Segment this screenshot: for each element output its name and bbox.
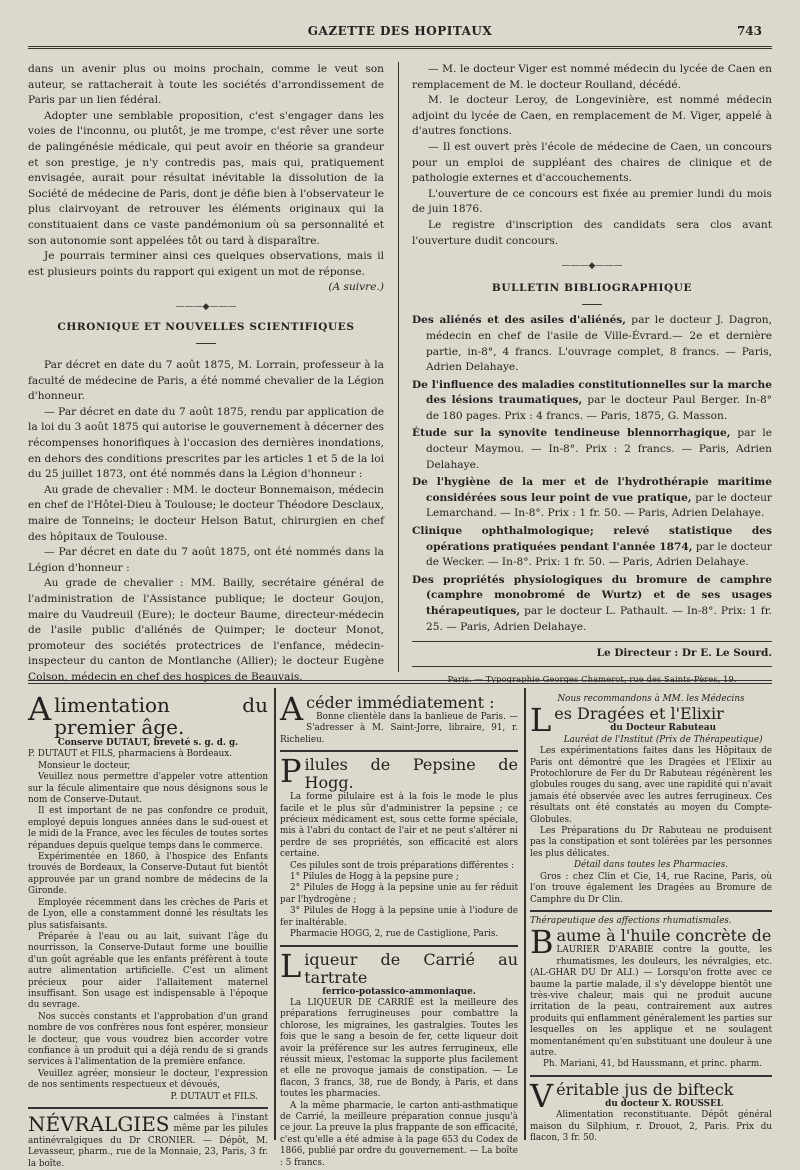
article-paragraph: L'ouverture de ce concours est fixée au premier lundi du mois de juin 1876. — [412, 187, 772, 216]
advertisements — [28, 688, 772, 1169]
ad-column-2 — [280, 690, 518, 1168]
ad-text: 2° Pilules de Hogg à la pepsine unie au fer réduit par l'hydrogène ; — [280, 883, 518, 905]
article-paragraph: Je pourrais terminer ainsi ces quelques observations, mais il est plusieurs points du rapport qui exigent un mot de réponse. — [28, 250, 384, 278]
ad-subhead: du docteur X. ROUSSEL — [605, 1098, 723, 1109]
article-paragraph: Le registre d'inscription des candidats sera clos avant l'ouverture dudit concours. — [412, 218, 772, 247]
ad-subhead: du Docteur Rabuteau — [610, 723, 716, 734]
ad-text: Alimentation reconstituante. Dépôt général maison du Silphium, r. Drouot, 2, Paris. Prix du flacon, 3 fr. 50. — [530, 1110, 772, 1143]
ad-liqueur-carrie — [280, 946, 518, 1170]
left-column — [28, 62, 384, 683]
ads-top-rule — [28, 680, 772, 684]
printer-line: Paris. — Typographie Georges Chamerot, rue des Saints-Pères, 19. — [447, 674, 737, 685]
ornament-divider: ———◆——— — [175, 301, 237, 312]
bib-entry: Clinique ophthalmologique; relevé statistique des opérations pratiquées pendant l'année 1874, par le docteur de Wecker. — In-8°. Prix: 1 fr. 50. — Paris, Adrien Delahaye. — [412, 525, 772, 569]
ad-column-separator — [524, 688, 526, 1140]
ad-subhead: Conserve DUTAUT, breveté s. g. d. g. — [57, 738, 239, 748]
ad-headline: céder immédiatement : — [306, 693, 495, 712]
ad-text: Veuillez nous permettre d'appeler votre attention sur la fécule alimentaire que nous désignons sous le nom de Conserve-Dutaut. — [28, 772, 268, 806]
bib-entry: Des propriétés physiologiques du bromure de camphre (camphre monobromé de Wurtz) et de ses usages thérapeutiques, par le docteur L. Pathault. — In-8°. Prix: 1 fr. 25. — Paris, Adrien Delahaye. — [412, 573, 772, 633]
ad-text: Détail dans toutes les Pharmacies. — [573, 860, 729, 871]
ad-divider — [280, 945, 518, 947]
drop-cap: A — [280, 690, 304, 728]
ad-text: La forme pilulaire est à la fois le mode le plus facile et le plus sûr d'administrer la pepsine ; ce précieux médicament est, sous cette forme spéciale, mis à l'abri du contact de l'air et ne peut s'altérer ni perdre de ses propriétés, son efficacité est alors certaine. — [280, 792, 518, 860]
ad-text: LAURIER D'ARABIE contre la goutte, les rhumatismes, les douleurs, les névralgies, etc. (AL-GHAR DU Dr ALI.) — Lorsqu'on frotte avec ce baume la partie malade, il s'y développe bientôt une très-vive chaleur, mais qui ne produit aucune irritation de la peau, contrairement aux autres produits qui enflamment généralement les parties sur lesquelles on les applique et ne soulagent momentanément qu'en substituant une douleur à une autre. — [530, 945, 772, 1058]
ad-text: Ces pilules sont de trois préparations différentes : — [290, 860, 515, 871]
page-header — [28, 18, 772, 42]
bib-entry: Des aliénés et des asiles d'aliénés, par le docteur J. Dagron, médecin en chef de l'asile de Ville-Évrard.— 2e et dernière partie, in-8°, 4 francs. L'ouvrage complet, 8 francs. — Paris, Adrien Delahaye. — [412, 314, 772, 374]
news-paragraph: Au grade de chevalier : MM. Bailly, secrétaire général de l'administration de l'Assistance publique; le docteur Goujon, maire du Vaudreuil (Eure); le docteur Baume, directeur-médecin de l'asile public d'aliénés de Quimper; le docteur Monot, promoteur des sociétés protectrices de l'enfance, médecin-inspecteur du canton de Montlanche (Allier); le docteur Eugène Colson, médecin en chef des hospices de Beauvais. — [28, 577, 384, 683]
drop-cap: L — [280, 946, 302, 985]
ad-intro: Nous recommandons à MM. les Médecins — [557, 694, 745, 704]
ad-headline: NÉVRALGIES — [28, 1112, 170, 1136]
ad-intro: Thérapeutique des affections rhumatismales. — [530, 915, 732, 926]
ad-headline: iqueur de Carrié au tartrate — [304, 949, 518, 987]
director-signature: Le Directeur : Dr E. Le Sourd. — [596, 647, 772, 660]
bib-entry: Étude sur la synovite tendineuse blennorrhagique, par le docteur Maymou. — In-8°. Prix : 2 francs. — Paris, Adrien Delahaye. — [412, 427, 772, 471]
drop-cap: L — [530, 701, 552, 740]
ad-text: 3° Pilules de Hogg à la pepsine unie à l'iodure de fer inaltérable. — [280, 906, 518, 928]
right-column — [412, 62, 772, 685]
news-paragraph: — Par décret en date du 7 août 1875, ont été nommés dans la Légion d'honneur : — [28, 546, 384, 574]
ad-text: Veuillez agréer, monsieur le docteur, l'expression de nos sentiments respectueux et dévoués, — [28, 1068, 268, 1091]
ad-nevralgies — [28, 1113, 268, 1170]
ad-ceder — [280, 690, 518, 746]
ad-dragees-rabuteau — [530, 694, 772, 906]
ad-alimentation — [28, 690, 268, 1103]
article-paragraph: dans un avenir plus ou moins prochain, comme le veut son auteur, se rattacherait à toute les sociétés d'arrondissement de Paris par un lien fédéral. — [28, 63, 384, 107]
ad-text: A la même pharmacie, le carton anti-asthmatique de Carrié, la meilleure préparation connue jusqu'à ce jour. La preuve la plus frappante de son efficacité, c'est qu'elle a été admise à la page 653 du Codex de 1866, publié par ordre du gouvernement. — La boîte : 5 francs. — [280, 1100, 518, 1168]
drop-cap: B — [530, 923, 554, 962]
ad-text: La LIQUEUR DE CARRIÉ est la meilleure des préparations ferrugineuses pour combattre la chlorose, les migraines, les gastralgies. Toutes les fois que le sang a besoin de fer, cette liqueur doit avoir la préférence sur les autres ferrugineux, elle réussit mieux, l'estomac la supporte plus facilement et elle ne provoque jamais de constipation. — Le flacon, 3 francs, 38, rue de Bondy, à Paris, et dans toutes les pharmacies. — [280, 997, 518, 1100]
ad-baume-laurier — [530, 916, 772, 1071]
drop-cap: A — [28, 690, 52, 728]
printer-rule — [412, 666, 772, 667]
ad-text: Il est important de ne pas confondre ce produit, employé depuis longues années dans le sud-ouest et le midi de la France, avec les fécules de toutes sortes répandues depuis quelque temps dans le commerce. — [28, 806, 268, 851]
ad-text: Employée récemment dans les crèches de Paris et de Lyon, elle a constamment donné les résultats les plus satisfaisants. — [28, 897, 268, 931]
ad-text: 1° Pilules de Hogg à la pepsine pure ; — [290, 872, 459, 883]
ad-text: P. DUTAUT et FILS, pharmaciens à Bordeaux. — [28, 749, 233, 760]
ad-text: Les expérimentations faites dans les Hôpitaux de Paris ont démontré que les Dragées et l'Elixir au Protochlorure de Fer du Dr Rabuteau régénèrent les globules rouges du sang, avec une rapidité qui n'avait jamais été observée avec les autres ferrugineux. Ces résultats ont été constatés au moyen du Compte-Globules. — [530, 746, 772, 825]
article-paragraph: M. le docteur Leroy, de Longevinière, est nommé médecin adjoint du lycée de Caen, en remplacement de M. Viger, appelé à d'autres fonctions. — [412, 94, 772, 138]
ad-headline: limentation du premier âge. — [54, 693, 268, 739]
column-separator — [398, 62, 399, 672]
section-title-bulletin: BULLETIN BIBLIOGRAPHIQUE — [491, 281, 693, 294]
director-rule — [412, 641, 772, 642]
ad-subhead: ferrico-potassico-ammoniaque. — [322, 986, 476, 997]
ad-text: Lauréat de l'Institut (Prix de Thérapeutique) — [563, 734, 763, 745]
bib-entry: De l'influence des maladies constitutionnelles sur la marche des lésions traumatiques, par le docteur Paul Berger. In-8° de 180 pages. Prix : 4 francs. — Paris, 1875, G. Masson. — [412, 378, 772, 422]
ad-headline: aume à l'huile concrète de — [556, 926, 772, 946]
ad-text: Nos succès constants et l'approbation d'un grand nombre de vos confrères nous font espérer, monsieur le docteur, que vous voudrez bien accorder votre confiance à un produit qui a déjà rendu de si grands services à l'alimentation de la première enfance. — [28, 1011, 268, 1068]
article-paragraph: — Il est ouvert près l'école de médecine de Caen, un concours pour un emploi de suppléant des chaires de clinique et de pathologie externes et d'accouchements. — [412, 140, 772, 185]
ad-column-3 — [530, 694, 772, 1143]
short-rule — [582, 304, 602, 305]
ad-column-separator — [274, 688, 276, 1140]
page-title: GAZETTE DES HOPITAUX — [307, 24, 493, 38]
ad-text: calmées à l'instant même par les pilules antinévralgiques du Dr CRONIER. — Dépôt, M. Levasseur, pharm., rue de la Monnaie, 23, Paris, 3 fr. la boîte. — [28, 1113, 268, 1169]
ad-text: Pharmacie HOGG, 2, rue de Castiglione, Paris. — [290, 929, 499, 940]
ad-column-1 — [28, 690, 268, 1169]
ad-text: Gros : chez Clin et Cie, 14, rue Racine, Paris, où l'on trouve également les Dragées au Bromure de Camphre du Dr Clin. — [530, 871, 772, 905]
header-rule — [28, 46, 772, 49]
ad-headline: es Dragées et l'Elixir — [554, 704, 724, 724]
ad-pepsine-hogg — [280, 752, 518, 940]
ad-text: Les Préparations du Dr Rabuteau ne produisent pas la constipation et sont tolérées par les personnes les plus délicates. — [530, 826, 772, 859]
ad-text: Ph. Mariani, 41, bd Haussmann, et princ. pharm. — [543, 1059, 762, 1070]
ornament-divider: ———◆——— — [561, 261, 623, 272]
ad-divider — [530, 1075, 772, 1077]
ad-signature: P. DUTAUT et FILS. — [170, 1091, 258, 1102]
page-number: 743 — [736, 24, 762, 38]
ad-jus-bifteck — [530, 1076, 772, 1145]
news-paragraph: Par décret en date du 7 août 1875, M. Lorrain, professeur à la faculté de médecine de Paris, a été nommé chevalier de la Légion d'honneur. — [28, 359, 384, 403]
ad-text: Bonne clientèle dans la banlieue de Paris. — S'adresser à M. Saint-Jorre, libraire, 91, r. Richelieu. — [280, 712, 518, 745]
ad-divider — [280, 750, 518, 752]
to-be-continued: (A suivre.) — [328, 281, 384, 294]
article-paragraph: — M. le docteur Viger est nommé médecin du lycée de Caen en remplacement de M. le docteur Roulland, décédé. — [412, 63, 772, 91]
ad-divider — [28, 1107, 268, 1109]
ad-text: Monsieur le docteur, — [38, 760, 131, 771]
short-rule — [196, 343, 216, 344]
drop-cap: P — [280, 752, 302, 791]
news-paragraph: — Par décret en date du 7 août 1875, rendu par application de la loi du 3 août 1875 qui autorise le gouvernement à décerner des récompenses honorifiques à l'occasion des dernières inondations, en dehors des conditions prescrites par les articles 1 et 5 de la loi du 25 juillet 1873, ont été nommés dans la Légion d'honneur : — [28, 405, 384, 481]
ad-headline: ilules de Pepsine de Hogg. — [304, 755, 518, 793]
ad-headline: éritable jus de bifteck — [556, 1079, 734, 1099]
drop-cap: V — [530, 1076, 554, 1115]
bib-entry: De l'hygiène de la mer et de l'hydrothérapie maritime considérées sous leur point de vue pratique, par le docteur Lemarchand. — In-8°. Prix : 1 fr. 50. — Paris, Adrien Delahaye. — [412, 476, 772, 520]
ad-text: Préparée à l'eau ou au lait, suivant l'âge du nourrisson, la Conserve-Dutaut forme une bouillie d'un goût agréable que les enfants préfèrent à toute autre alimentation artificielle. C'est un aliment précieux pour aider l'allaitement maternel insuffisant. Son usage est indispensable à l'époque du sevrage. — [28, 931, 268, 1011]
ad-text: Expérimentée en 1860, à l'hospice des Enfants trouvés de Bordeaux, la Conserve-Dutaut fut bientôt approuvée par un grand nombre de médecins de la Gironde. — [28, 852, 268, 897]
article-paragraph: Adopter une semblable proposition, c'est s'engager dans les voies de l'inconnu, ou plutôt, je me trompe, c'est rêver une sorte de palingénésie médicale, qui peut avoir en théorie sa grandeur et son prestige, je n'y contredis pas, mais qui, pratiquement envisagée, aurait pour résultat inévitable la dissolution de la Société de médecine de Paris, dont je défie bien à l'observateur le plus clairvoyant de retrouver les éléments originaux qui la constituaient dans ce vaste pandémonium où sa personnalité et son autonomie sont appelées tôt ou tard à disparaître. — [28, 109, 384, 247]
section-title-chronique: CHRONIQUE ET NOUVELLES SCIENTIFIQUES — [57, 320, 355, 333]
ad-divider — [530, 910, 772, 912]
news-paragraph: Au grade de chevalier : MM. le docteur Bonnemaison, médecin en chef de l'Hôtel-Dieu à Toulouse; le docteur Théodore Desclaux, maire de Tonneins; le docteur Helson Batut, chirurgien en chef des hôpitaux de Toulouse. — [28, 483, 384, 543]
bibliography-list — [412, 313, 772, 635]
